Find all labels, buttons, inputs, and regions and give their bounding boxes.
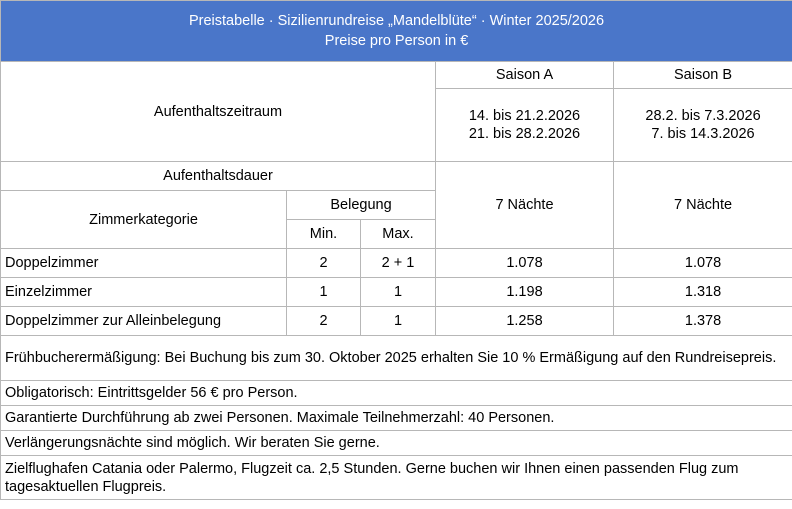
season-b-nights: 7 Nächte — [614, 162, 792, 249]
table-title: Preistabelle · Sizilienrundreise „Mandelblüte“ · Winter 2025/2026 — [188, 13, 605, 29]
season-b-date-2: 7. bis 14.3.2026 — [651, 126, 755, 142]
duration-label: Aufenthaltsdauer — [1, 162, 436, 191]
season-a-date-1: 14. bis 21.2.2026 — [468, 108, 581, 124]
room-price-a: 1.078 — [436, 249, 614, 278]
room-min: 1 — [287, 278, 361, 307]
room-min: 2 — [287, 307, 361, 336]
note-entrance-fees: Obligatorisch: Eintrittsgelder 56 € pro Person. — [1, 381, 792, 406]
note-flight-info: Zielflughafen Catania oder Palermo, Flugzeit ca. 2,5 Stunden. Gerne buchen wir Ihnen einen passenden Flug zum tagesaktuellen Flugpreis. — [1, 456, 792, 500]
period-label: Aufenthaltszeitraum — [1, 62, 436, 162]
room-min: 2 — [287, 249, 361, 278]
room-category-label: Zimmerkategorie — [1, 191, 287, 249]
max-label: Max. — [361, 220, 436, 249]
season-b-date-1: 28.2. bis 7.3.2026 — [645, 108, 761, 124]
room-name: Doppelzimmer — [1, 249, 287, 278]
room-price-a: 1.198 — [436, 278, 614, 307]
room-max: 1 — [361, 278, 436, 307]
note-extension-nights: Verlängerungsnächte sind möglich. Wir beraten Sie gerne. — [1, 431, 792, 456]
table-row — [1, 307, 792, 336]
season-a-date-2: 21. bis 28.2.2026 — [468, 126, 581, 142]
season-a-name: Saison A — [436, 62, 614, 89]
note-guaranteed-departure: Garantierte Durchführung ab zwei Personen. Maximale Teilnehmerzahl: 40 Personen. — [1, 406, 792, 431]
room-price-a: 1.258 — [436, 307, 614, 336]
season-a-nights: 7 Nächte — [436, 162, 614, 249]
room-max: 2 + 1 — [361, 249, 436, 278]
min-label: Min. — [287, 220, 361, 249]
table-subtitle: Preise pro Person in € — [324, 33, 469, 49]
room-price-b: 1.318 — [614, 278, 792, 307]
room-name: Doppelzimmer zur Alleinbelegung — [1, 307, 287, 336]
table-row — [1, 249, 792, 278]
room-price-b: 1.378 — [614, 307, 792, 336]
room-price-b: 1.078 — [614, 249, 792, 278]
room-max: 1 — [361, 307, 436, 336]
season-b-dates — [614, 89, 792, 162]
table-header — [1, 1, 792, 62]
note-early-booking: Frühbucherermäßigung: Bei Buchung bis zum 30. Oktober 2025 erhalten Sie 10 % Ermäßigung auf den Rundreisepreis. — [1, 336, 792, 381]
season-a-dates — [436, 89, 614, 162]
season-b-name: Saison B — [614, 62, 792, 89]
table-row — [1, 278, 792, 307]
occupancy-label: Belegung — [287, 191, 436, 220]
room-name: Einzelzimmer — [1, 278, 287, 307]
